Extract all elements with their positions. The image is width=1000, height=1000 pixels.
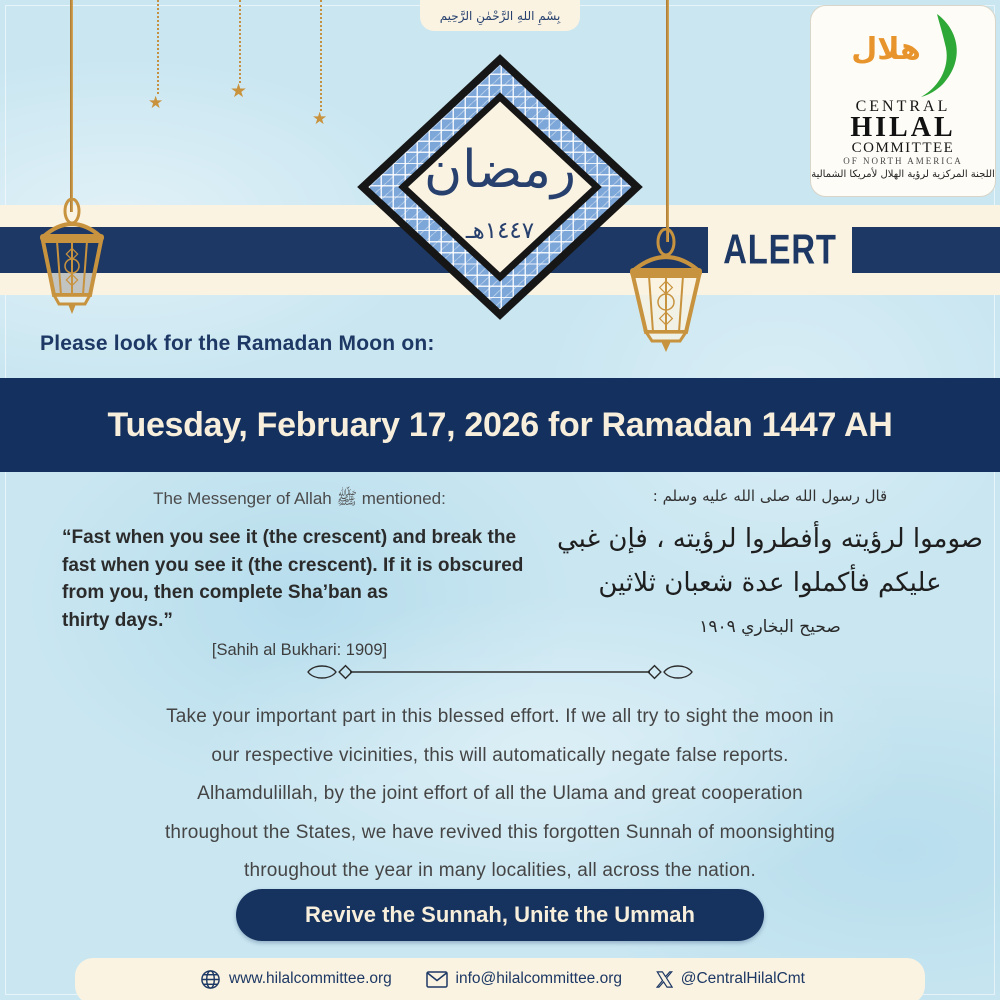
ornamental-divider <box>300 660 700 684</box>
hadith-en-quote-line: from you, then complete Sha’ban as <box>62 582 389 603</box>
x-icon <box>656 971 673 988</box>
hadith-ar-quote-line: صوموا لرؤيته وأفطروا لرؤيته ، فإن غبي <box>557 524 983 554</box>
lantern-icon-left <box>28 198 116 316</box>
logo-halal-arabic: هلال <box>851 32 921 67</box>
hadith-en-quote-line: “Fast when you see it (the crescent) and break the <box>62 527 517 548</box>
hadith-ar-quote <box>555 517 985 605</box>
star-icon: ★ <box>230 81 248 102</box>
date-banner <box>0 378 1000 472</box>
footer-email-link[interactable] <box>426 970 623 988</box>
star-string-2 <box>239 0 241 83</box>
body-line: Alhamdulillah, by the joint effort of all the Ulama and great cooperation <box>197 783 803 804</box>
body-line: throughout the States, we have revived this forgotten Sunnah of moonsighting <box>164 821 836 843</box>
lantern-string-left <box>70 0 73 212</box>
lead-text: Please look for the Ramadan Moon on: <box>40 332 435 355</box>
footer-bar <box>75 958 925 1000</box>
logo-line-hilal: HILAL <box>850 112 956 143</box>
hadith-en-source: [Sahih al Bukhari: 1909] <box>211 641 388 659</box>
logo-line-committee: COMMITTEE <box>851 140 955 156</box>
ramadan-calligraphy: رمضان <box>423 140 577 200</box>
hadith-en-intro: The Messenger of Allah ﷺ mentioned: <box>153 489 446 508</box>
bismillah-banner <box>420 0 580 31</box>
footer-x-link[interactable] <box>656 970 805 988</box>
body-line: Take your important part in this blessed effort. If we all try to sight the moon in <box>166 706 834 727</box>
hilal-committee-logo <box>810 5 996 197</box>
star-string-1 <box>157 0 159 94</box>
hadith-ar-source: صحيح البخاري ١٩٠٩ <box>699 617 841 637</box>
body-line: throughout the year in many localities, all across the nation. <box>244 860 756 881</box>
lantern-icon-right <box>616 228 716 354</box>
star-icon: ★ <box>312 109 328 128</box>
revive-sunnah-button[interactable] <box>236 889 764 941</box>
hijri-year: ١٤٤٧هـ <box>465 218 535 244</box>
hadith-arabic <box>555 487 985 637</box>
footer-website-text: www.hilalcommittee.org <box>229 970 392 987</box>
hadith-english <box>62 488 537 660</box>
moon-sighting-date: Tuesday, February 17, 2026 for Ramadan 1447 AH <box>107 405 893 444</box>
body-line: our respective vicinities, this will automatically negate false reports. <box>211 744 789 766</box>
globe-icon <box>200 969 221 990</box>
hadith-ar-intro: قال رسول الله صلى الله عليه وسلم : <box>652 487 888 505</box>
footer-x-text: @CentralHilalCmt <box>680 970 805 987</box>
star-string-3 <box>320 0 322 111</box>
diamond-text <box>400 128 600 244</box>
body-paragraph <box>95 698 905 891</box>
envelope-icon <box>426 971 448 988</box>
cta-label: Revive the Sunnah, Unite the Ummah <box>305 902 695 927</box>
footer-website-link[interactable] <box>200 969 392 990</box>
navy-band-right <box>852 227 1000 273</box>
bismillah-text: بِسْمِ اللهِ الرَّحْمٰنِ الرَّحِيم <box>439 8 561 23</box>
lantern-string-right <box>666 0 669 242</box>
hadith-en-quote-line: fast when you see it (the crescent). If it is obscured <box>62 554 524 576</box>
hadith-en-quote-line: thirty days.” <box>62 609 173 631</box>
logo-arabic-caption: اللجنة المركزية لرؤية الهلال لأمريكا الشمالية <box>811 169 995 180</box>
logo-line-central: CENTRAL <box>855 98 951 115</box>
footer-email-text: info@hilalcommittee.org <box>455 970 623 987</box>
logo-line-of-north-america: OF NORTH AMERICA <box>843 156 963 166</box>
alert-label: ALERT <box>723 226 837 273</box>
hadith-ar-quote-line: عليكم فأكملوا عدة شعبان ثلاثين <box>598 568 942 598</box>
star-icon: ★ <box>148 93 164 112</box>
